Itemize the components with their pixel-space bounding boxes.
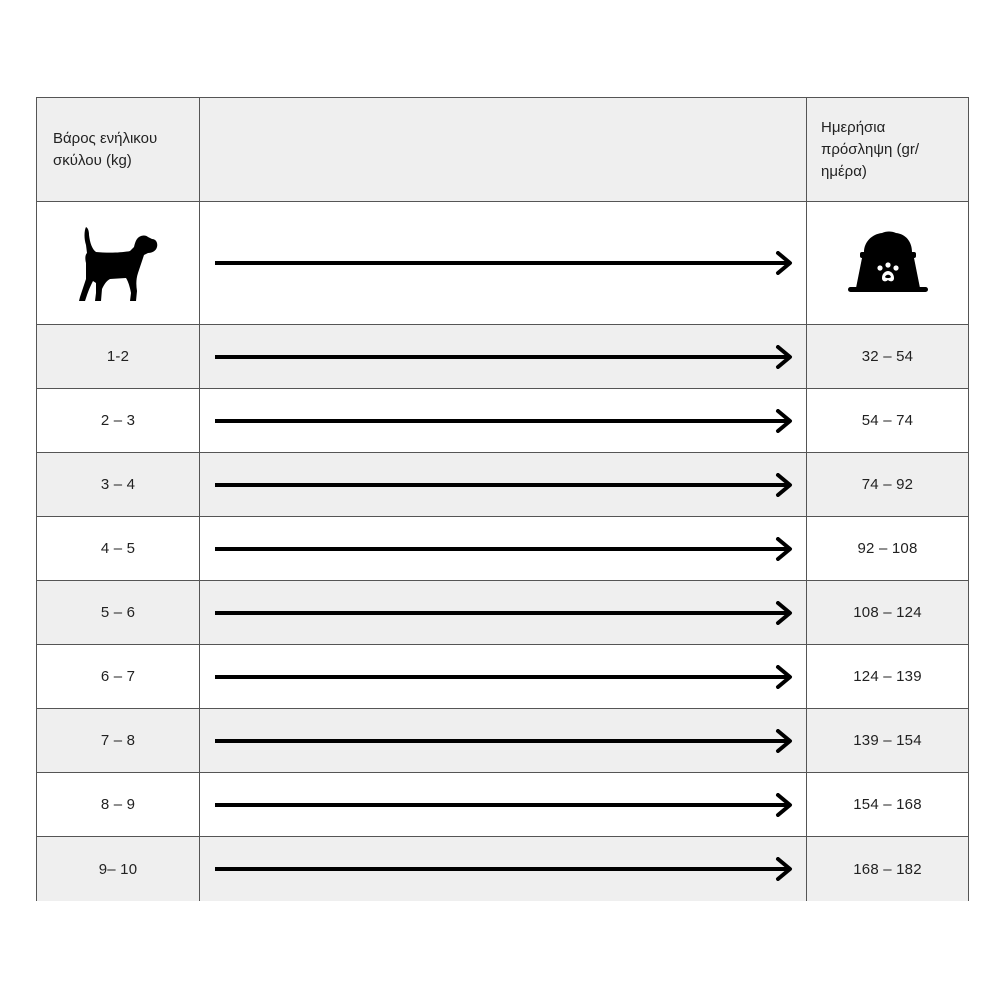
intake-cell <box>807 837 968 901</box>
intake-header-line-3: ημέρα) <box>821 162 867 180</box>
right-arrow-icon <box>215 251 793 275</box>
table-row <box>37 645 968 709</box>
intake-cell <box>807 325 968 388</box>
intake-value: 168 – 182 <box>853 860 922 878</box>
intake-value: 124 – 139 <box>853 668 922 685</box>
weight-value: 8 – 9 <box>100 796 136 813</box>
arrow-cell <box>200 581 807 644</box>
right-arrow-icon <box>215 537 793 561</box>
intake-value: 32 – 54 <box>861 348 914 365</box>
intake-cell <box>807 453 968 516</box>
arrow-cell <box>200 709 807 772</box>
right-arrow-icon <box>215 729 793 753</box>
intake-value: 108 – 124 <box>853 604 922 621</box>
intake-value: 54 – 74 <box>861 412 914 429</box>
weight-cell <box>37 389 200 452</box>
intake-header-cell <box>807 98 968 201</box>
intake-header-line-2: πρόσληψη (gr/ <box>821 140 920 158</box>
weight-cell <box>37 645 200 708</box>
weight-cell <box>37 709 200 772</box>
intake-cell <box>807 645 968 708</box>
right-arrow-icon <box>215 601 793 625</box>
weight-cell <box>37 453 200 516</box>
table-row <box>37 389 968 453</box>
right-arrow-icon <box>215 793 793 817</box>
weight-value: 5 – 6 <box>100 604 136 621</box>
arrow-cell <box>200 453 807 516</box>
arrow-cell <box>200 325 807 388</box>
arrow-cell <box>200 517 807 580</box>
intake-value: 74 – 92 <box>861 476 914 493</box>
weight-cell <box>37 517 200 580</box>
weight-header-label <box>37 128 157 172</box>
intake-cell <box>807 517 968 580</box>
intake-cell <box>807 389 968 452</box>
dog-icon <box>76 223 160 303</box>
table-row <box>37 453 968 517</box>
intake-value: 92 – 108 <box>857 540 918 557</box>
weight-cell <box>37 325 200 388</box>
weight-cell <box>37 581 200 644</box>
table-row <box>37 837 968 901</box>
weight-value: 3 – 4 <box>100 476 136 493</box>
weight-value: 6 – 7 <box>100 668 136 685</box>
weight-header-line-2: σκύλου (kg) <box>53 151 132 169</box>
weight-cell <box>37 773 200 836</box>
arrow-cell <box>200 645 807 708</box>
weight-cell <box>37 837 200 901</box>
weight-value: 9– 10 <box>98 860 138 878</box>
intake-value: 154 – 168 <box>853 796 922 813</box>
intake-cell <box>807 581 968 644</box>
feeding-table <box>36 97 969 901</box>
intake-value: 139 – 154 <box>853 732 922 749</box>
table-row <box>37 581 968 645</box>
arrow-cell <box>200 837 807 901</box>
intake-cell <box>807 709 968 772</box>
icon-row <box>37 202 968 325</box>
weight-value: 7 – 8 <box>100 732 136 749</box>
right-arrow-icon <box>215 409 793 433</box>
intake-cell <box>807 773 968 836</box>
table-row <box>37 517 968 581</box>
weight-value: 2 – 3 <box>100 412 136 429</box>
weight-value: 1-2 <box>106 348 130 365</box>
table-row <box>37 773 968 837</box>
weight-header-line-1: Βάρος ενήλικου <box>53 129 158 147</box>
arrow-cell <box>200 389 807 452</box>
food-bowl-icon <box>846 230 930 296</box>
header-row <box>37 98 968 202</box>
table-row <box>37 709 968 773</box>
arrow-cell <box>200 773 807 836</box>
intake-header-label <box>807 117 919 183</box>
right-arrow-icon <box>215 473 793 497</box>
right-arrow-icon <box>215 665 793 689</box>
intake-header-line-1: Ημερήσια <box>821 118 886 136</box>
table-row <box>37 325 968 389</box>
weight-value: 4 – 5 <box>100 540 136 557</box>
arrow-cell <box>200 202 807 324</box>
right-arrow-icon <box>215 345 793 369</box>
right-arrow-icon <box>215 857 793 881</box>
arrow-header-cell <box>200 98 807 201</box>
food-bowl-icon-cell <box>807 202 968 324</box>
weight-header-cell <box>37 98 200 201</box>
dog-icon-cell <box>37 202 200 324</box>
